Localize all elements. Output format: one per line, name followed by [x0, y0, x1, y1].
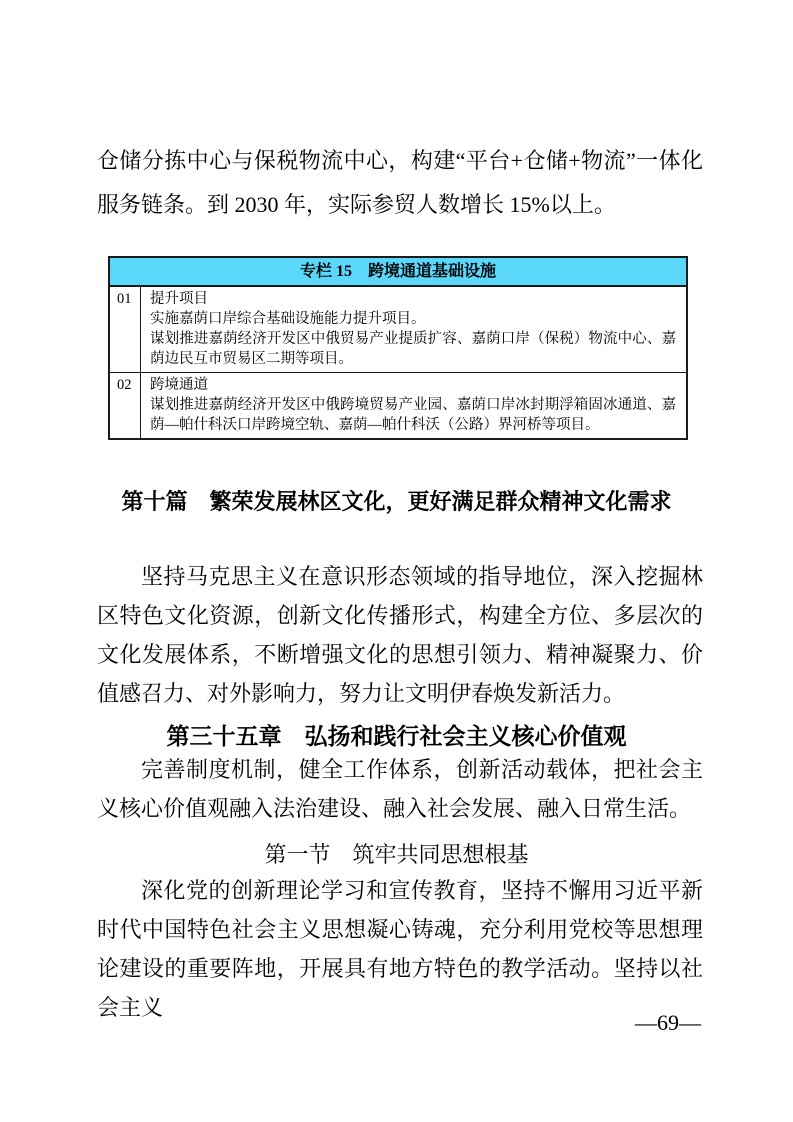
box-row-01 [110, 287, 686, 372]
box-row-item: 谋划推进嘉荫经济开发区中俄跨境贸易产业园、嘉荫口岸冰封期浮箱固冰通道、嘉荫—帕什科沃口岸跨境空轨、嘉荫—帕什科沃（公路）界河桥等项目。 [150, 397, 676, 433]
chapter-paragraph: 完善制度机制，健全工作体系，创新活动载体，把社会主义核心价值观融入法治建设、融入社会发展、融入日常生活。 [97, 757, 703, 821]
box-row-content [141, 287, 686, 372]
page-number: —69— [635, 1010, 701, 1035]
box-row-item: 实施嘉荫口岸综合基础设施能力提升项目。 [150, 311, 426, 327]
box-row-02 [110, 372, 686, 438]
box-row-number: 01 [110, 287, 141, 372]
box-row-number: 02 [110, 373, 141, 438]
part-paragraph: 坚持马克思主义在意识形态领域的指导地位，深入挖掘林区特色文化资源，创新文化传播形式，构建全方位、多层次的文化发展体系，不断增强文化的思想引领力、精神凝聚力、价值感召力、对外影响力，努力让文明伊春焕发新活力。 [97, 564, 703, 706]
chapter-title: 第三十五章 弘扬和践行社会主义核心价值观 [166, 724, 627, 749]
box-row-content [141, 373, 686, 438]
box-row-heading: 跨境通道 [150, 377, 208, 393]
section-title: 第一节 筑牢共同思想根基 [264, 842, 529, 867]
section-paragraph: 深化党的创新理论学习和宣传教育，坚持不懈用习近平新时代中国特色社会主义思想凝心铸魂，充分利用党校等思想理论建设的重要阵地，开展具有地方特色的教学活动。坚持以社会主义 [97, 878, 703, 1020]
column-box-title: 专栏 15 跨境通道基础设施 [110, 258, 686, 287]
box-row-item: 谋划推进嘉荫经济开发区中俄贸易产业提质扩容、嘉荫口岸（保税）物流中心、嘉荫边民互市贸易区二期等项目。 [150, 331, 676, 367]
part-title: 第十篇 繁荣发展林区文化，更好满足群众精神文化需求 [121, 489, 672, 514]
column-box-15 [108, 256, 688, 440]
intro-paragraph: 仓储分拣中心与保税物流中心，构建“平台+仓储+物流”一体化服务链条。到 2030 年，实际参贸人数增长 15%以上。 [97, 148, 703, 217]
box-row-heading: 提升项目 [150, 291, 208, 307]
